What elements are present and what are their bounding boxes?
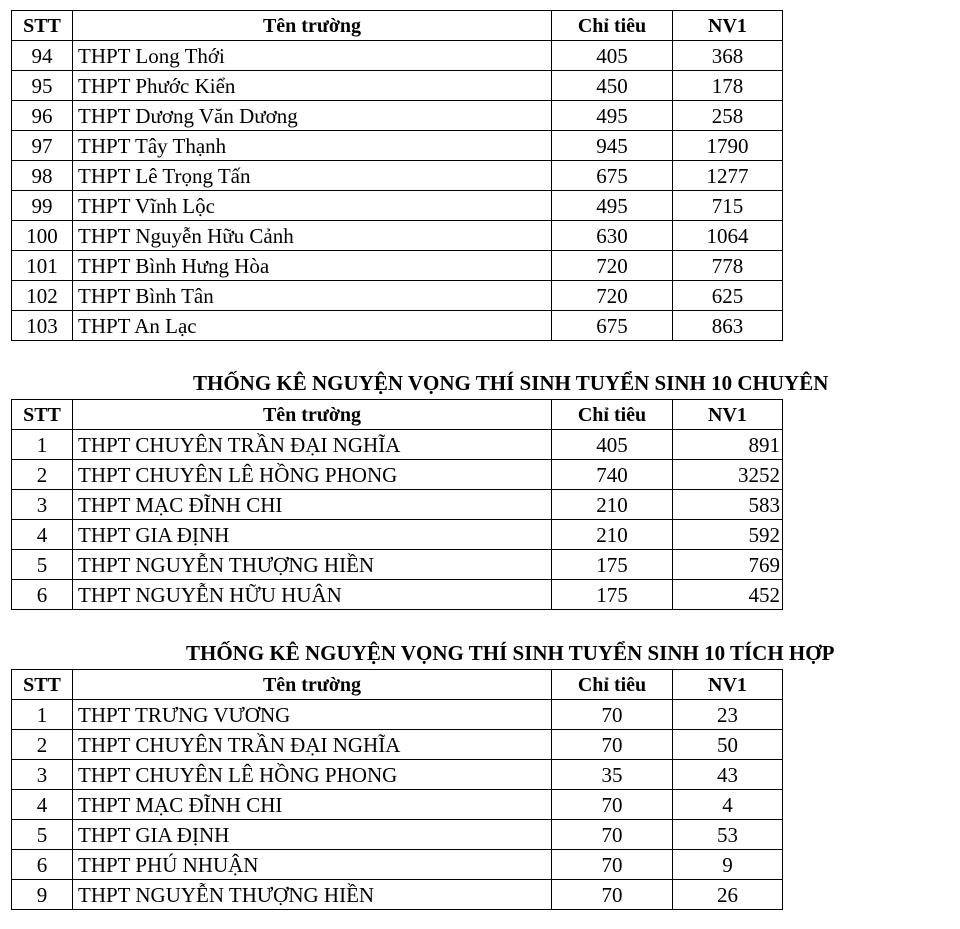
cell-nv1: 863 bbox=[673, 311, 783, 341]
cell-school-name: THPT CHUYÊN TRẦN ĐẠI NGHĨA bbox=[73, 430, 552, 460]
cell-quota: 405 bbox=[552, 41, 673, 71]
section-title-chuyen: THỐNG KÊ NGUYỆN VỌNG THÍ SINH TUYỂN SINH 10 CHUYÊN bbox=[193, 371, 829, 395]
cell-nv1: 778 bbox=[673, 251, 783, 281]
cell-quota: 405 bbox=[552, 430, 673, 460]
cell-nv1: 715 bbox=[673, 191, 783, 221]
cell-nv1: 258 bbox=[673, 101, 783, 131]
cell-quota: 70 bbox=[552, 700, 673, 730]
cell-school-name: THPT NGUYỄN HỮU HUÂN bbox=[73, 580, 552, 610]
cell-school-name: THPT CHUYÊN LÊ HỒNG PHONG bbox=[73, 760, 552, 790]
cell-nv1: 1277 bbox=[673, 161, 783, 191]
cell-stt: 6 bbox=[12, 850, 73, 880]
cell-nv1: 625 bbox=[673, 281, 783, 311]
table-row bbox=[12, 730, 783, 760]
cell-stt: 98 bbox=[12, 161, 73, 191]
cell-quota: 740 bbox=[552, 460, 673, 490]
cell-quota: 70 bbox=[552, 850, 673, 880]
cell-stt: 97 bbox=[12, 131, 73, 161]
cell-stt: 96 bbox=[12, 101, 73, 131]
table-row bbox=[12, 191, 783, 221]
cell-quota: 70 bbox=[552, 790, 673, 820]
cell-stt: 3 bbox=[12, 490, 73, 520]
cell-school-name: THPT Bình Hưng Hòa bbox=[73, 251, 552, 281]
table-row bbox=[12, 490, 783, 520]
cell-quota: 35 bbox=[552, 760, 673, 790]
table-district-schools bbox=[11, 10, 783, 341]
cell-stt: 1 bbox=[12, 700, 73, 730]
table-row bbox=[12, 131, 783, 161]
cell-quota: 70 bbox=[552, 820, 673, 850]
cell-school-name: THPT GIA ĐỊNH bbox=[73, 820, 552, 850]
cell-nv1: 178 bbox=[673, 71, 783, 101]
cell-quota: 675 bbox=[552, 311, 673, 341]
cell-nv1: 26 bbox=[673, 880, 783, 910]
cell-quota: 210 bbox=[552, 490, 673, 520]
header-school-name: Tên trường bbox=[73, 400, 552, 430]
header-quota: Chỉ tiêu bbox=[552, 11, 673, 41]
table-row bbox=[12, 430, 783, 460]
table-row bbox=[12, 41, 783, 71]
cell-nv1: 452 bbox=[673, 580, 783, 610]
cell-quota: 720 bbox=[552, 281, 673, 311]
cell-nv1: 3252 bbox=[673, 460, 783, 490]
table-header-row bbox=[12, 670, 783, 700]
table-row bbox=[12, 790, 783, 820]
header-school-name: Tên trường bbox=[73, 670, 552, 700]
cell-nv1: 4 bbox=[673, 790, 783, 820]
cell-nv1: 23 bbox=[673, 700, 783, 730]
cell-school-name: THPT Phước Kiển bbox=[73, 71, 552, 101]
cell-nv1: 53 bbox=[673, 820, 783, 850]
header-nv1: NV1 bbox=[673, 400, 783, 430]
cell-school-name: THPT TRƯNG VƯƠNG bbox=[73, 700, 552, 730]
cell-stt: 4 bbox=[12, 790, 73, 820]
cell-nv1: 1790 bbox=[673, 131, 783, 161]
cell-stt: 95 bbox=[12, 71, 73, 101]
cell-stt: 101 bbox=[12, 251, 73, 281]
table-body bbox=[12, 430, 783, 610]
cell-school-name: THPT Lê Trọng Tấn bbox=[73, 161, 552, 191]
header-stt: STT bbox=[12, 400, 73, 430]
table-row bbox=[12, 71, 783, 101]
table-row bbox=[12, 700, 783, 730]
cell-school-name: THPT MẠC ĐĨNH CHI bbox=[73, 790, 552, 820]
cell-quota: 495 bbox=[552, 101, 673, 131]
cell-school-name: THPT CHUYÊN TRẦN ĐẠI NGHĨA bbox=[73, 730, 552, 760]
table-header-row bbox=[12, 400, 783, 430]
cell-quota: 630 bbox=[552, 221, 673, 251]
table-row bbox=[12, 161, 783, 191]
cell-quota: 450 bbox=[552, 71, 673, 101]
cell-quota: 945 bbox=[552, 131, 673, 161]
cell-nv1: 9 bbox=[673, 850, 783, 880]
cell-nv1: 1064 bbox=[673, 221, 783, 251]
cell-stt: 2 bbox=[12, 730, 73, 760]
header-stt: STT bbox=[12, 11, 73, 41]
table-row bbox=[12, 880, 783, 910]
table-chuyen-schools bbox=[11, 399, 783, 610]
table-row bbox=[12, 520, 783, 550]
cell-school-name: THPT CHUYÊN LÊ HỒNG PHONG bbox=[73, 460, 552, 490]
cell-school-name: THPT Bình Tân bbox=[73, 281, 552, 311]
table-row bbox=[12, 580, 783, 610]
table-integrated-schools bbox=[11, 669, 783, 910]
cell-quota: 70 bbox=[552, 730, 673, 760]
cell-school-name: THPT MẠC ĐĨNH CHI bbox=[73, 490, 552, 520]
table-row bbox=[12, 311, 783, 341]
table-row bbox=[12, 820, 783, 850]
cell-quota: 175 bbox=[552, 550, 673, 580]
cell-stt: 3 bbox=[12, 760, 73, 790]
cell-stt: 9 bbox=[12, 880, 73, 910]
cell-school-name: THPT Vĩnh Lộc bbox=[73, 191, 552, 221]
table-row bbox=[12, 221, 783, 251]
cell-stt: 2 bbox=[12, 460, 73, 490]
cell-stt: 1 bbox=[12, 430, 73, 460]
table-row bbox=[12, 850, 783, 880]
table-row bbox=[12, 281, 783, 311]
header-nv1: NV1 bbox=[673, 11, 783, 41]
cell-stt: 5 bbox=[12, 550, 73, 580]
header-school-name: Tên trường bbox=[73, 11, 552, 41]
cell-nv1: 368 bbox=[673, 41, 783, 71]
table-row bbox=[12, 251, 783, 281]
header-quota: Chỉ tiêu bbox=[552, 400, 673, 430]
cell-quota: 175 bbox=[552, 580, 673, 610]
section-title-tich-hop: THỐNG KÊ NGUYỆN VỌNG THÍ SINH TUYỂN SINH 10 TÍCH HỢP bbox=[186, 641, 835, 665]
cell-school-name: THPT An Lạc bbox=[73, 311, 552, 341]
cell-stt: 100 bbox=[12, 221, 73, 251]
cell-quota: 495 bbox=[552, 191, 673, 221]
header-stt: STT bbox=[12, 670, 73, 700]
cell-stt: 94 bbox=[12, 41, 73, 71]
cell-school-name: THPT Tây Thạnh bbox=[73, 131, 552, 161]
cell-quota: 675 bbox=[552, 161, 673, 191]
cell-nv1: 769 bbox=[673, 550, 783, 580]
header-nv1: NV1 bbox=[673, 670, 783, 700]
cell-school-name: THPT GIA ĐỊNH bbox=[73, 520, 552, 550]
cell-stt: 5 bbox=[12, 820, 73, 850]
table-row bbox=[12, 760, 783, 790]
cell-stt: 103 bbox=[12, 311, 73, 341]
table-body bbox=[12, 41, 783, 341]
cell-quota: 210 bbox=[552, 520, 673, 550]
header-quota: Chỉ tiêu bbox=[552, 670, 673, 700]
cell-nv1: 50 bbox=[673, 730, 783, 760]
cell-nv1: 583 bbox=[673, 490, 783, 520]
cell-nv1: 43 bbox=[673, 760, 783, 790]
table-header-row bbox=[12, 11, 783, 41]
cell-quota: 720 bbox=[552, 251, 673, 281]
cell-school-name: THPT Long Thới bbox=[73, 41, 552, 71]
table-body bbox=[12, 700, 783, 910]
table-row bbox=[12, 550, 783, 580]
cell-stt: 6 bbox=[12, 580, 73, 610]
cell-nv1: 891 bbox=[673, 430, 783, 460]
cell-school-name: THPT Dương Văn Dương bbox=[73, 101, 552, 131]
table-row bbox=[12, 101, 783, 131]
cell-school-name: THPT NGUYỄN THƯỢNG HIỀN bbox=[73, 550, 552, 580]
cell-stt: 99 bbox=[12, 191, 73, 221]
cell-school-name: THPT PHÚ NHUẬN bbox=[73, 850, 552, 880]
table-row bbox=[12, 460, 783, 490]
cell-nv1: 592 bbox=[673, 520, 783, 550]
cell-quota: 70 bbox=[552, 880, 673, 910]
cell-stt: 102 bbox=[12, 281, 73, 311]
cell-school-name: THPT NGUYỄN THƯỢNG HIỀN bbox=[73, 880, 552, 910]
cell-school-name: THPT Nguyễn Hữu Cảnh bbox=[73, 221, 552, 251]
cell-stt: 4 bbox=[12, 520, 73, 550]
